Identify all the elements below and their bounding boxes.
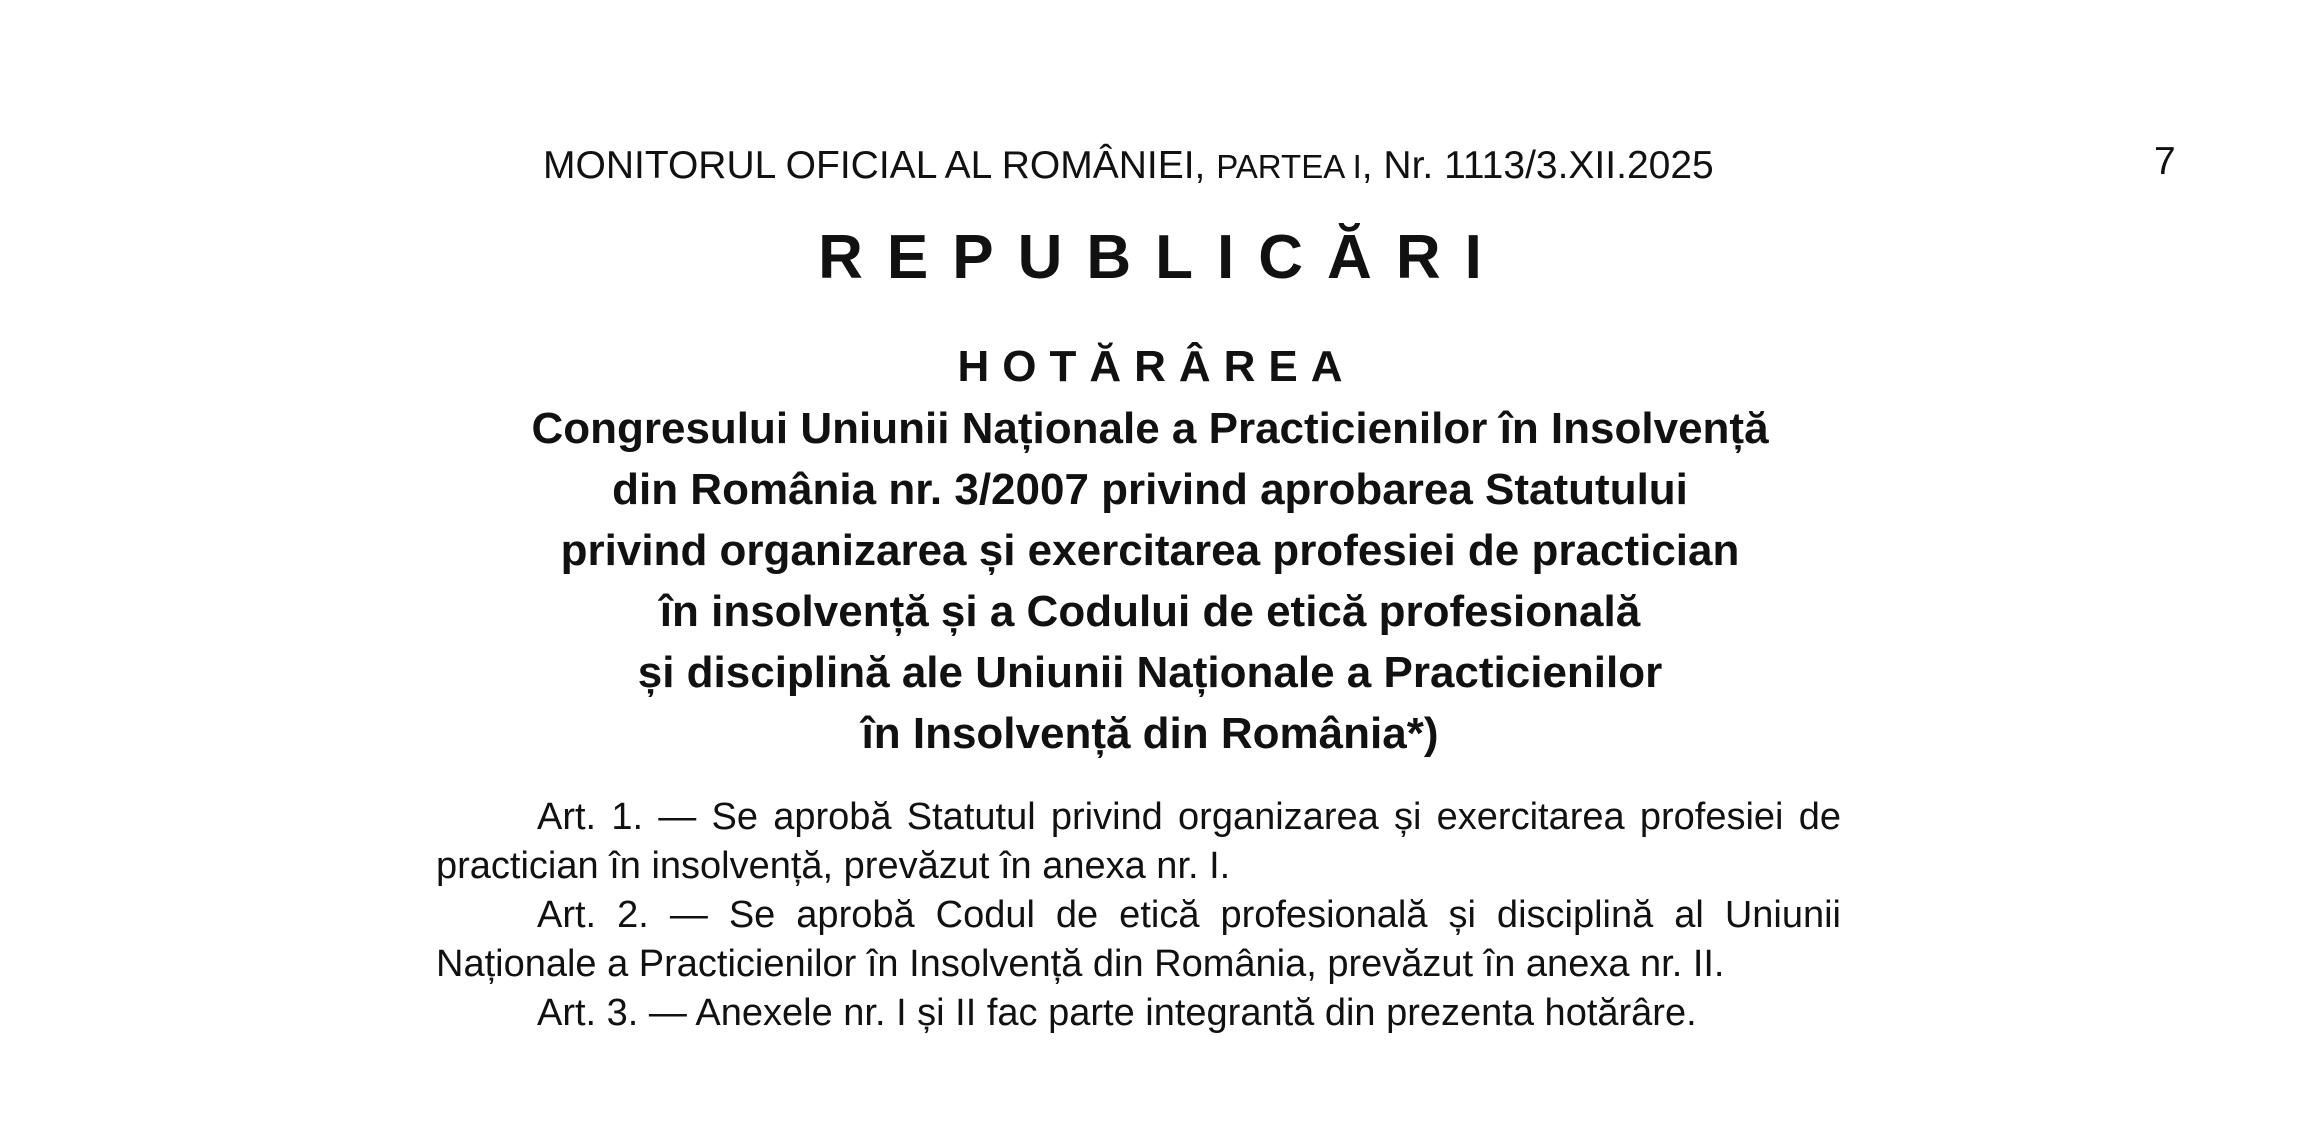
section-title: REPUBLICĂRI <box>818 223 1506 292</box>
page-number: 7 <box>2154 140 2176 183</box>
decision-title <box>400 398 1900 764</box>
title-line: din România nr. 3/2007 privind aprobarea Statutului <box>612 465 1688 514</box>
publication-part: PARTEA I <box>1216 148 1362 185</box>
article-1: Art. 1. — Se aprobă Statutul privind organizarea și exercitarea profesiei de practician în insolvență, prevăzut în anexa nr. I. <box>436 796 1841 887</box>
article-3: Art. 3. — Anexele nr. I și II fac parte integrantă din prezenta hotărâre. <box>537 992 1697 1034</box>
title-line: în Insolvență din România*) <box>861 709 1439 758</box>
title-line: și disciplină ale Uniunii Naționale a Practicienilor <box>637 648 1663 697</box>
title-line: în insolvență și a Codului de etică profesională <box>659 587 1641 636</box>
running-header <box>543 138 1743 195</box>
publication-name: MONITORUL OFICIAL AL ROMÂNIEI, <box>543 144 1206 187</box>
issue-number: , Nr. 1113/3.XII.2025 <box>1361 144 1714 187</box>
decision-heading: HOTĂRÂREA <box>957 342 1356 391</box>
article-2: Art. 2. — Se aprobă Codul de etică profesională și disciplină al Uniunii Naționale a Practicienilor în Insolvență din România, prevăzut în anexa nr. II. <box>436 894 1841 985</box>
title-line: privind organizarea și exercitarea profesiei de practician <box>560 526 1740 575</box>
title-line: Congresului Uniunii Naționale a Practicienilor în Insolvență <box>531 404 1769 453</box>
articles-body <box>436 793 1841 1038</box>
